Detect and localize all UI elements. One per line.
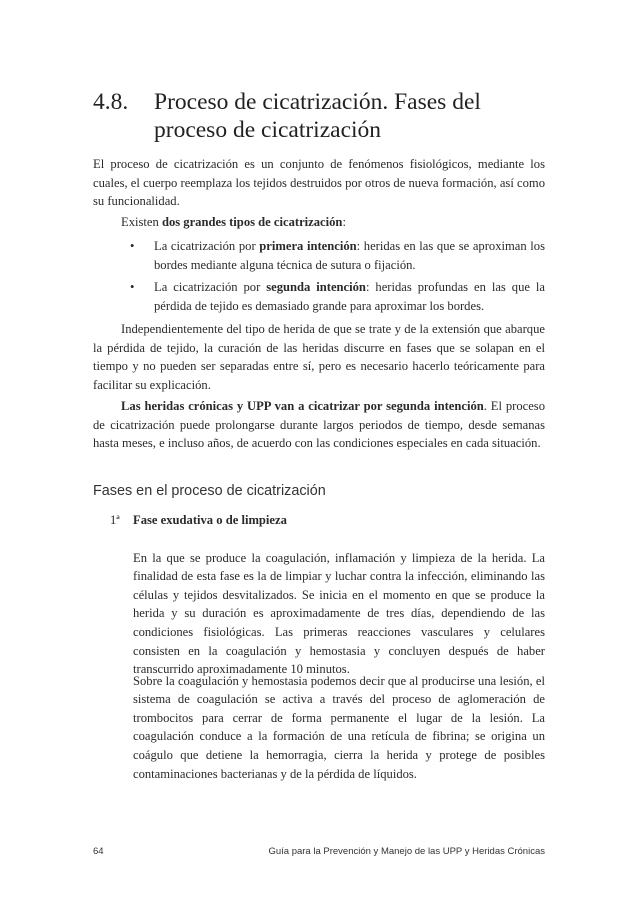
item-bold: primera intención	[259, 239, 357, 253]
types-lead-pre: Existen	[121, 215, 162, 229]
chronic-rest: . El proceso de cicatrización puede prolongarse durante largos periodos de tiempo, desde semanas hasta meses, e incluso años, de acuerdo con las condiciones especiales en cada situación.	[93, 399, 545, 451]
phase-ordinal: 1ª	[110, 513, 120, 527]
chronic-text	[93, 397, 545, 453]
list-item	[93, 237, 545, 274]
item-post: : heridas en las que se aproximan los bordes mediante alguna técnica de sutura o fijación.	[154, 239, 546, 272]
types-lead	[93, 213, 545, 232]
footer-title: Guía para la Prevención y Manejo de las UPP y Heridas Crónicas	[268, 846, 545, 857]
phase-name: Fase exudativa o de limpieza	[133, 513, 287, 527]
section-title: Proceso de cicatrización. Fases del proceso de cicatrización	[154, 89, 481, 143]
bullet-icon: •	[130, 239, 135, 253]
bullet-icon: •	[130, 280, 135, 295]
intro-text: El proceso de cicatrización es un conjunto de fenómenos fisiológicos, mediante los cuales, el cuerpo reemplaza los tejidos destruidos por otros de nueva formación, así como su funcionalidad.	[93, 157, 545, 209]
item-pre: La cicatrización por	[154, 239, 260, 253]
list-item	[93, 278, 545, 315]
types-list	[93, 237, 545, 319]
phase-text-1: En la que se produce la coagulación, inflamación y limpieza de la herida. La finalidad de esta fase es la de limpiar y luchar contra la infección, eliminando las células y tejidos desvitalizados. Se inicia en el momento en que se produce la herida y su duración es aproximadamente de tres días, dependiendo de las condiciones fisiológicas. Las primeras reacciones vasculares y celulares consisten en la coagulación y hemostasia y concluyen después de haber transcurrido aproximadamente 10 minutos.	[133, 550, 545, 677]
independent-text: Independientemente del tipo de herida de que se trate y de la extensión que abarque la pérdida de tejido, la curación de las heridas discurre en fases que se solapan en el tiempo y no pueden ser separadas entre sí, pero es necesario hacerlo teóricamente para facilitar su explicación.	[93, 322, 545, 392]
item-pre: La cicatrización por	[154, 280, 267, 295]
chronic-bold: Las heridas crónicas y UPP van a cicatrizar por segunda intención	[121, 399, 484, 413]
intro-paragraph	[93, 155, 545, 211]
phase-text-2: Sobre la coagulación y hemostasia podemos decir que al producirse una lesión, el sistema de coagulación se activa a través del proceso de aglomeración de trombocitos para cerrar de forma permanente el lugar de la lesión. La coagulación conduce a la formación de una retícula de fibrina; se origina un coágulo que detiene la hemorragia, cierra la herida y protege de posibles contaminaciones bacterianas y de la pérdida de líquidos.	[133, 673, 545, 781]
phase-paragraph-2	[133, 659, 545, 796]
section-number: 4.8.	[93, 89, 129, 115]
page-number: 64	[93, 846, 104, 857]
independent-paragraph	[93, 320, 545, 394]
types-lead-post: :	[342, 215, 346, 229]
types-lead-bold: dos grandes tipos de cicatrización	[161, 215, 343, 229]
chronic-paragraph	[93, 397, 545, 453]
types-lead-text	[93, 213, 545, 232]
item-bold: segunda intención	[266, 280, 366, 295]
phases-heading: Fases en el proceso de cicatrización	[93, 483, 326, 499]
item-post: : heridas profundas en las que la pérdida de tejido es demasiado grande para aproximar los bordes.	[154, 280, 545, 313]
